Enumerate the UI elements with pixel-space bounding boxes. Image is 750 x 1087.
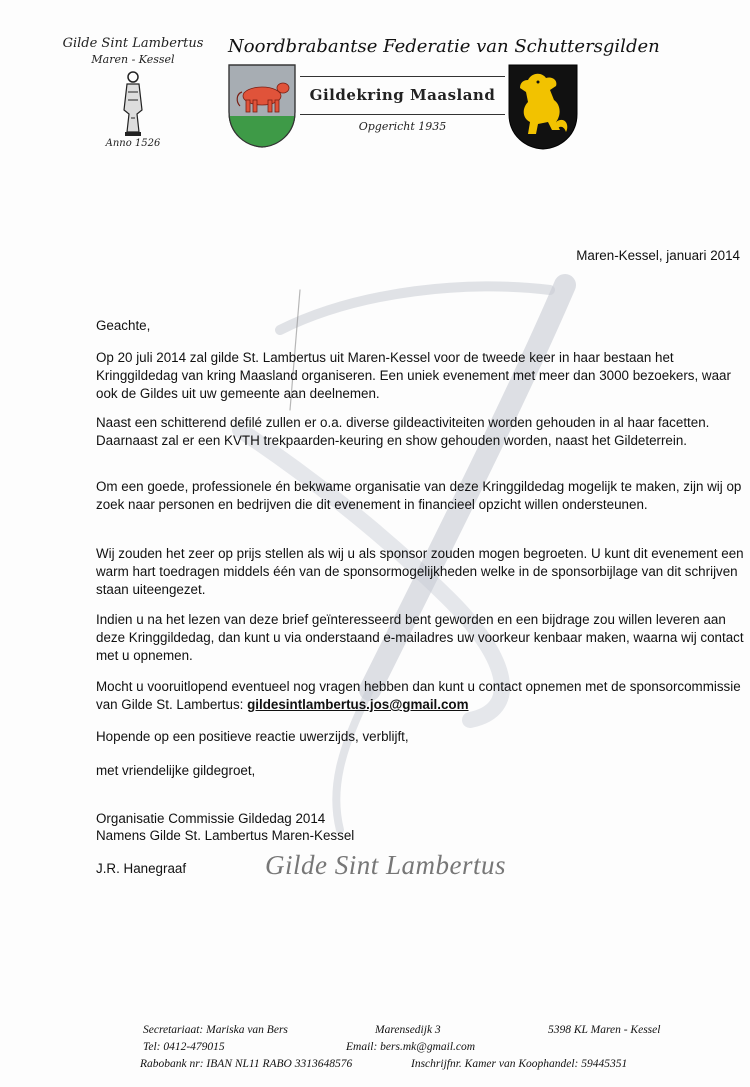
organisation-line-1: Organisatie Commissie Gildedag 2014 [96, 811, 326, 826]
salutation: Geachte, [96, 318, 151, 333]
header-rule-top [300, 76, 505, 77]
footer-bank: Rabobank nr: IBAN NL11 RABO 3313648576 [140, 1058, 353, 1070]
opgericht-text: Opgericht 1935 [358, 120, 447, 133]
footer-postcode: 5398 KL Maren - Kessel [548, 1024, 661, 1036]
paragraph-3: Om een goede, professionele én bekwame organisatie van deze Kringgildedag mogelijk te maken, zijn wij op zoek naar personen en bedrijven die dit evenement in financieel opzicht willen ondersteunen. [96, 479, 742, 512]
closing-line-2: met vriendelijke gildegroet, [96, 763, 256, 778]
footer-email: Email: bers.mk@gmail.com [346, 1041, 476, 1053]
contact-email-link[interactable]: gildesintlambertus.jos@gmail.com [247, 697, 469, 712]
paragraph-5: Indien u na het lezen van deze brief geïnteresseerd bent geworden en een bijdrage zou willen leveren aan deze Kringgildedag, dan kunt u via onderstaand e-mailadres uw voorkeur kenbaar maken, waarna wij contact met u opnemen. [96, 612, 744, 663]
guild-anno: Anno 1526 [105, 138, 161, 149]
lion-shield-icon [508, 64, 578, 150]
signature-stamp: Gilde Sint Lambertus [265, 850, 507, 880]
cow-shield-icon [228, 64, 296, 148]
contact-text: Mocht u vooruitlopend eventueel nog vragen hebben dan kunt u contact opnemen met de sponsorcommissie van Gilde St. Lambertus: [96, 679, 741, 712]
footer-secretariaat: Secretariaat: Mariska van Bers [143, 1024, 288, 1036]
guild-block [58, 36, 208, 149]
footer-address: Marensedijk 3 [375, 1024, 441, 1036]
paragraph-1: Op 20 juli 2014 zal gilde St. Lambertus uit Maren-Kessel voor de tweede keer in haar bestaan het Kringgildedag van kring Maasland organiseren. Een uniek evenement met meer dan 3000 bezoekers, waar ook de Gildes uit uw gemeente aan deelnemen. [96, 350, 731, 401]
closing-line-1: Hopende op een positieve reactie uwerzijds, verblijft, [96, 729, 409, 744]
paragraph-4: Wij zouden het zeer op prijs stellen als wij u als sponsor zouden mogen begroeten. U kunt dit evenement een warm hart toedragen middels één van de sponsormogelijkheden welke in de sponsorbijlage van dit schrijven staan uiteengezet. [96, 546, 744, 597]
kring-name: Gildekring Maasland [309, 86, 496, 104]
contact-paragraph [96, 678, 746, 714]
guild-place: Maren - Kessel [91, 53, 175, 66]
federation-title: Noordbrabantse Federatie van Schuttersgilden [228, 36, 660, 57]
header-rule-bottom [300, 114, 505, 115]
guild-name: Gilde Sint Lambertus [62, 36, 204, 51]
footer-kvk: Inschrijfnr. Kamer van Koophandel: 59445351 [411, 1058, 628, 1070]
footer-tel: Tel: 0412-479015 [143, 1041, 225, 1053]
letter-date: Maren-Kessel, januari 2014 [576, 248, 740, 263]
signer-name: J.R. Hanegraaf [96, 861, 187, 876]
saint-figure-icon [119, 70, 147, 138]
paragraph-2: Naast een schitterend defilé zullen er o.a. diverse gildeactiviteiten worden gehouden in al haar facetten. Daarnaast zal er een KVTH trekpaarden-keuring en show gehouden worden, naast het Gildeterrein. [96, 415, 710, 448]
organisation-line-2: Namens Gilde St. Lambertus Maren-Kessel [96, 828, 355, 843]
